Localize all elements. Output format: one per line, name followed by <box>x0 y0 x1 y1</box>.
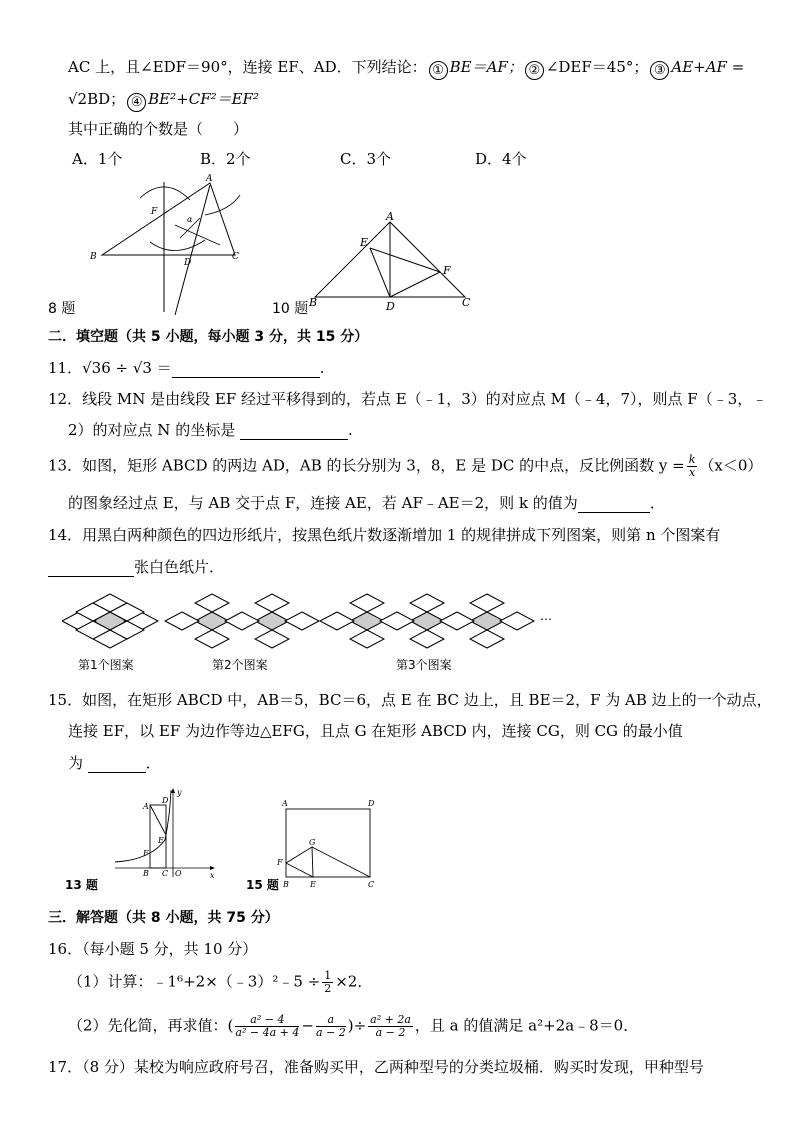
q14-line2 <box>48 556 224 577</box>
conclusion-3: AE+AF = <box>671 58 745 76</box>
fig10-caption: 10 题 <box>272 301 309 317</box>
pattern-ellipsis: … <box>540 609 552 623</box>
q13-line1 <box>48 454 762 479</box>
q11-end: . <box>319 359 325 377</box>
q14-patterns <box>62 590 562 650</box>
q14-line1: 14．用黑白两种颜色的四边形纸片，按黑色纸片数逐渐增加 1 的规律拼成下列图案，则第 n 个图案有 <box>48 526 721 544</box>
fig10-label-f: F <box>443 264 451 277</box>
q15-line2: 连接 EF，以 EF 为边作等边△EFG，且点 G 在矩形 ABCD 内，连接 CG，则 CG 的最小值 <box>68 722 683 740</box>
q11-answer-blank[interactable] <box>172 377 320 378</box>
q16-p1-frac-den: 2 <box>324 982 332 995</box>
conclusion-2-marker: ② <box>525 61 544 80</box>
q17-line1: 17．（8 分）某校为响应政府号召，准备购买甲，乙两种型号的分类垃圾桶．购买时发现，甲种型号 <box>48 1058 704 1076</box>
q16-part2 <box>68 1014 638 1039</box>
conclusion-4: BE²+CF²＝EF² <box>148 90 259 108</box>
q16-p2-f3-num: a² + 2a <box>370 1013 411 1026</box>
fig10-label-e: E <box>360 236 369 249</box>
q16-p2-fraction-2 <box>316 1014 346 1039</box>
fig13-label-c: C <box>162 869 169 878</box>
q10-option-d[interactable]: D．4个 <box>475 150 527 168</box>
q10-option-b[interactable]: B．2个 <box>200 150 251 168</box>
q16-part1-fraction <box>322 970 333 995</box>
q16-part2-text: （2）先化简，再求值：( <box>68 1016 234 1035</box>
fig13-label-y: y <box>177 788 182 797</box>
q16-p2-f1-den: a² − 4a + 4 <box>235 1026 300 1039</box>
conclusion-4-marker: ④ <box>127 93 146 112</box>
q12-answer-blank[interactable] <box>240 439 348 440</box>
fig15-label-c: C <box>368 880 375 889</box>
q10-line1 <box>68 56 744 80</box>
fig15-label-b: B <box>283 880 289 889</box>
q16-p1-frac-num: 1 <box>324 969 332 982</box>
figure-15 <box>272 795 382 890</box>
fig15-label-e: E <box>310 880 316 889</box>
fig13-caption: 13 题 <box>65 878 98 892</box>
fig13-label-b: B <box>143 869 149 878</box>
fig15-label-a: A <box>282 799 288 808</box>
q16-part1 <box>68 970 372 995</box>
fig8-label-c: C <box>232 252 239 262</box>
q15-answer-blank[interactable] <box>88 772 146 773</box>
q13-condition: （x＜0） <box>699 456 763 475</box>
conclusion-1-marker: ① <box>429 61 448 80</box>
q16-p2-fraction-1 <box>235 1014 299 1039</box>
figure-10 <box>300 210 480 315</box>
q13-line2 <box>68 492 665 513</box>
q13-text: 13．如图，矩形 ABCD 的两边 AD，AB 的长分别为 3，8，E 是 DC 的中点，反比例函数 y = <box>48 456 685 475</box>
q11-number: 11． <box>48 359 83 377</box>
q16-p2-f1-num: a² − 4 <box>235 1014 299 1027</box>
q12-end: . <box>348 421 353 439</box>
fig15-label-g: G <box>309 838 316 847</box>
pattern-3 <box>320 594 534 648</box>
pattern-3-caption: 第3个图案 <box>396 658 452 672</box>
q12-line1: 12．线段 MN 是由线段 EF 经过平移得到的，若点 E（﹣1，3）的对应点 M（﹣4，7），则点 F（﹣3，﹣ <box>48 390 768 408</box>
conclusion-3-cont: √2BD； <box>68 90 126 108</box>
q15-line1: 15．如图，在矩形 ABCD 中，AB＝5，BC＝6，点 E 在 BC 边上，且 BE＝2，F 为 AB 边上的一个动点， <box>48 691 772 709</box>
fig8-arc <box>140 187 190 200</box>
fig13-label-d: D <box>162 796 169 805</box>
conclusion-3-marker: ③ <box>650 61 669 80</box>
fig15-caption: 15 题 <box>246 878 279 892</box>
conclusion-2: ∠DEF＝45°； <box>545 58 649 76</box>
fig15-triangle-efg <box>286 847 313 877</box>
fig13-seg-ae <box>150 805 166 835</box>
q16-p2-divide: )÷ <box>347 1016 367 1035</box>
q13-answer-blank[interactable] <box>578 512 650 513</box>
fig13-label-f: F <box>143 849 149 858</box>
fig10-label-c: C <box>462 296 471 309</box>
q10-line2 <box>68 88 259 112</box>
q14-answer-blank[interactable] <box>48 576 134 577</box>
q16-p2-fraction-3 <box>368 1014 413 1039</box>
q13-frac-den: x <box>688 466 696 479</box>
figure-13 <box>110 785 220 880</box>
q16-p2-f2-num: a <box>316 1014 346 1027</box>
q15-line3 <box>68 752 161 773</box>
pattern-1-caption: 第1个图案 <box>78 658 134 672</box>
fig10-label-b: B <box>309 296 318 309</box>
fig10-seg-ed <box>370 248 390 297</box>
q15-text: 为 <box>68 754 84 772</box>
fig8-arc <box>150 240 205 251</box>
conclusion-1: BE＝AF； <box>449 58 523 76</box>
q13-fraction <box>687 454 698 479</box>
section-2-title: 二．填空题（共 5 小题，每小题 3 分，共 15 分） <box>48 329 369 345</box>
q11-expression: √36 ÷ √3 ＝ <box>82 359 172 377</box>
fig13-label-o: O <box>175 869 182 878</box>
fig8-caption: 8 题 <box>48 301 76 317</box>
fig8-label-a: A <box>206 174 213 184</box>
fig8-label-f: F <box>151 207 158 217</box>
q16-p2-f2-den: a − 2 <box>315 1026 346 1039</box>
fig13-label-a: A <box>143 802 149 811</box>
fig8-label-b: B <box>90 252 97 262</box>
q12-text: 2）的对应点 N 的坐标是 <box>68 421 236 439</box>
fig15-label-f: F <box>277 858 283 867</box>
fig15-label-d: D <box>368 799 375 808</box>
fig8-arc <box>205 195 240 215</box>
fig10-label-d: D <box>386 300 395 313</box>
q16-part1-text: （1）计算：﹣1⁶+2×（﹣3）²﹣5 ÷ <box>68 972 321 991</box>
fig15-rectangle <box>286 809 370 877</box>
pattern-1 <box>62 594 158 648</box>
q10-option-c[interactable]: C．3个 <box>340 150 392 168</box>
q12-line2 <box>68 419 353 440</box>
q13-frac-num: k <box>688 453 696 466</box>
fig8-label-d: D <box>184 258 192 268</box>
q10-text: AC 上，且∠EDF＝90°，连接 EF、AD．下列结论： <box>68 58 427 76</box>
q16-p2-minus: − <box>301 1016 314 1035</box>
q16-p2-f3-den: a − 2 <box>375 1026 406 1039</box>
figure-8 <box>80 170 250 315</box>
pattern-2 <box>165 594 319 648</box>
q15-end: ． <box>145 754 161 772</box>
fig10-label-a: A <box>386 210 394 223</box>
fig8-label-alpha: α <box>187 215 193 224</box>
q13-text2: 的图象经过点 E，与 AB 交于点 F，连接 AE，若 AF﹣AE＝2，则 k 的值为 <box>68 494 578 512</box>
q10-option-a[interactable]: A．1个 <box>72 150 123 168</box>
q16-part1-end: ×2． <box>335 972 373 991</box>
q13-end: ． <box>649 494 665 512</box>
q16-part2-end: ，且 a 的值满足 a²+2a﹣8＝0． <box>414 1016 639 1035</box>
fig13-label-e: E <box>158 836 164 845</box>
q14-text: 张白色纸片． <box>134 558 225 576</box>
fig8-triangle <box>102 183 235 255</box>
fig10-seg-ef <box>370 248 440 272</box>
fig10-seg-df <box>390 272 440 297</box>
fig15-seg-cg <box>312 847 370 877</box>
q10-prompt: 其中正确的个数是（ ） <box>68 120 249 138</box>
fig8-construction <box>175 225 220 245</box>
q16-header: 16．（每小题 5 分，共 10 分） <box>48 940 258 958</box>
q11 <box>48 357 325 378</box>
pattern-2-caption: 第2个图案 <box>212 658 268 672</box>
section-3-title: 三．解答题（共 8 小题，共 75 分） <box>48 910 279 926</box>
fig13-label-x: x <box>210 871 215 880</box>
